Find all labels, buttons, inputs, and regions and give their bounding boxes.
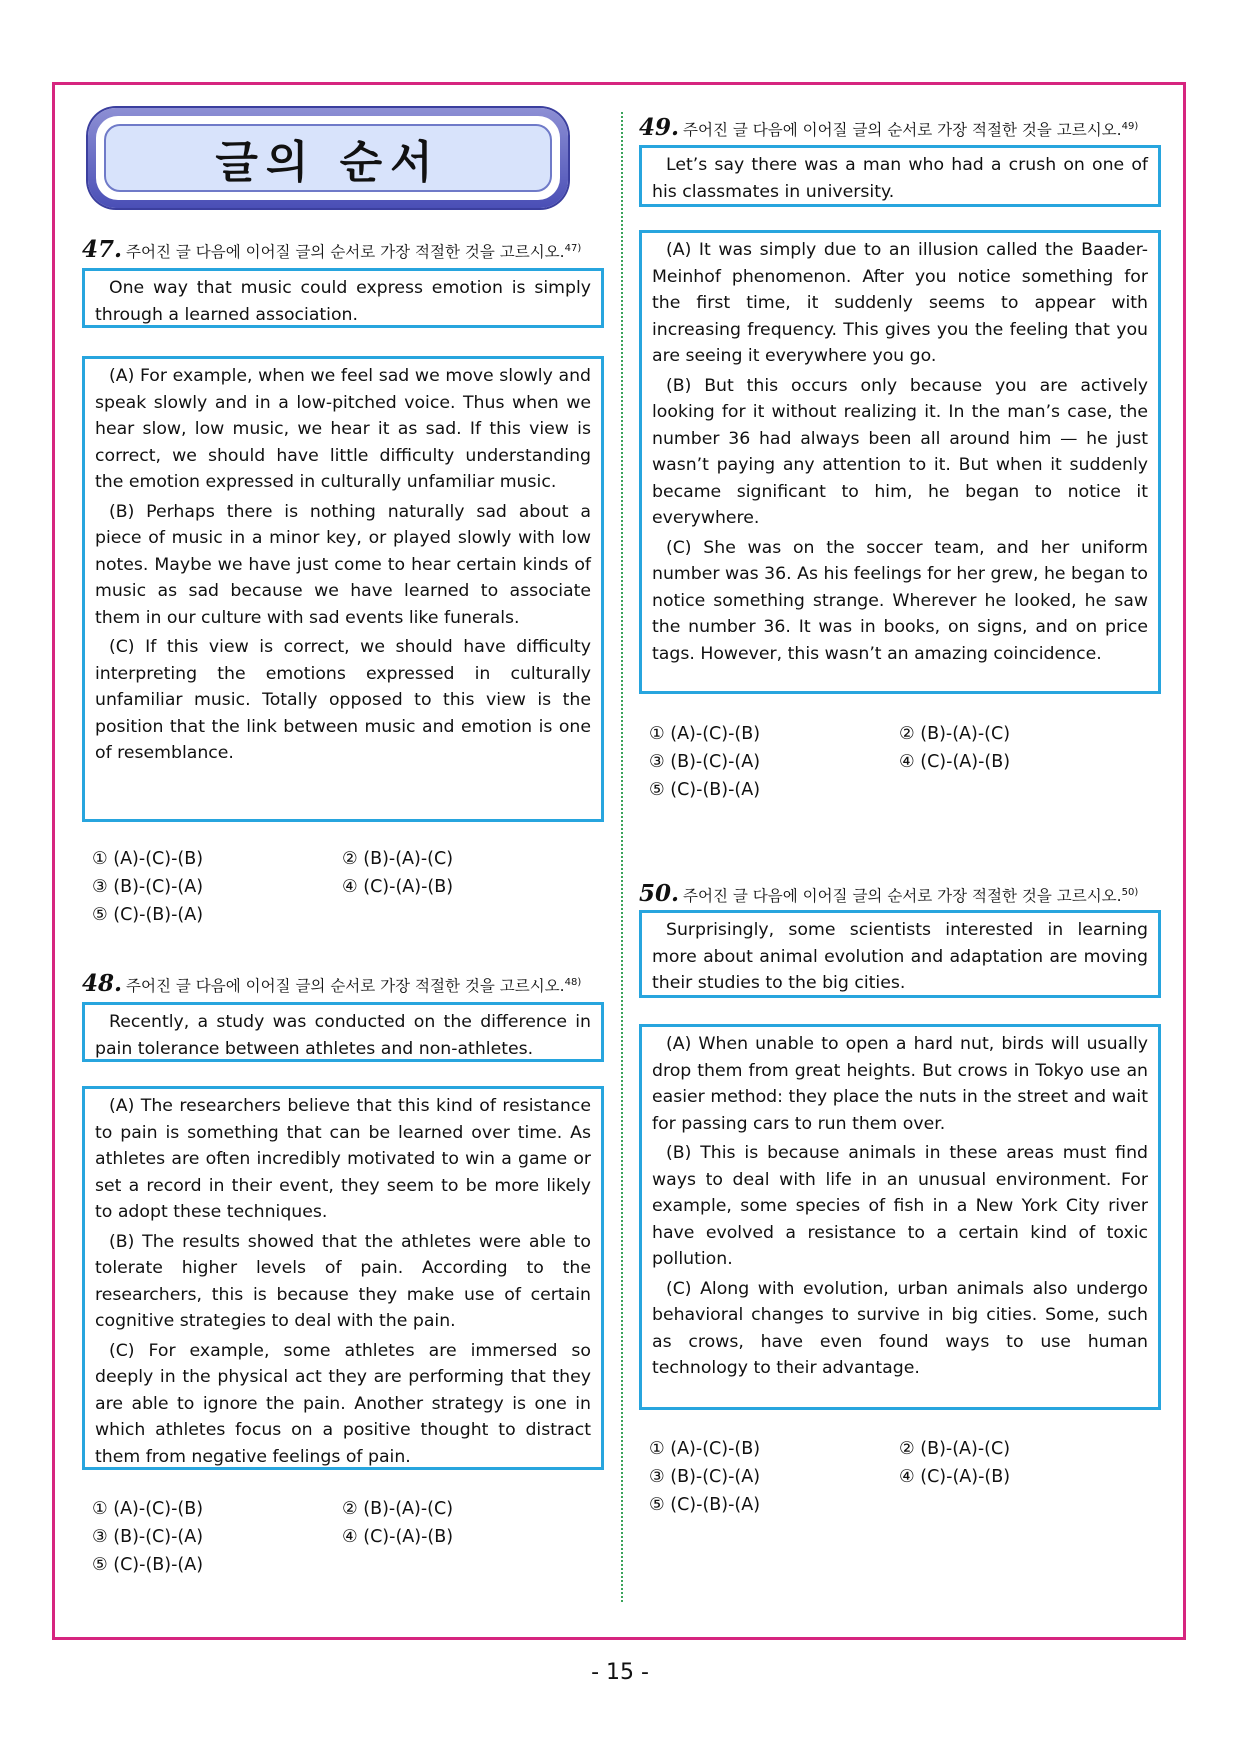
option-3[interactable]: ③ (B)-(C)-(A) [649, 752, 761, 772]
given-text: Let’s say there was a man who had a crush on one of his classmates in university. [652, 155, 1148, 202]
question-49-header [639, 114, 1138, 141]
option-5[interactable]: ⑤ (C)-(B)-(A) [92, 1555, 204, 1575]
option-1[interactable]: ① (A)-(C)-(B) [649, 1439, 761, 1459]
question-47-header [82, 236, 581, 263]
question-49-given-box [639, 145, 1161, 207]
question-47-given-box [82, 268, 604, 328]
paragraph-c: (C) Along with evolution, urban animals also undergo behavioral changes to survive in big cities. Some, such as crows, have even found ways to use human technology to their advantage. [652, 1278, 1148, 1378]
paragraph-c: (C) For example, some athletes are immersed so deeply in the physical act they are performing that they are able to ignore the pain. Another strategy is one in which athletes focus on a positive thought to distract them from negative feelings of pain. [95, 1340, 591, 1467]
section-banner [88, 108, 568, 208]
paragraph-b: (B) Perhaps there is nothing naturally sad about a piece of music in a minor key, or played slowly with low notes. Maybe we have just come to hear certain kinds of music as sad because we have learned to associate them in our culture with sad events like funerals. [95, 501, 591, 628]
question-48-given-box [82, 1002, 604, 1062]
option-1[interactable]: ① (A)-(C)-(B) [649, 724, 761, 744]
paragraph-b: (B) But this occurs only because you are actively looking for it without realizing it. In the man’s case, the number 36 had always been all around him — he just wasn’t paying any attention to it. But when it suddenly became significant to him, he began to notice it everywhere. [652, 375, 1148, 528]
question-50-passage-box [639, 1024, 1161, 1410]
option-2[interactable]: ② (B)-(A)-(C) [342, 849, 454, 869]
question-49-passage-box [639, 230, 1161, 694]
option-3[interactable]: ③ (B)-(C)-(A) [92, 1527, 204, 1547]
footnote-marker: 48) [564, 976, 582, 988]
paragraph-c: (C) She was on the soccer team, and her uniform number was 36. As his feelings for her grew, he began to notice something strange. Wherever he looked, he saw the number 36. It was in books, on signs, and on price tags. However, this wasn’t an amazing coincidence. [652, 537, 1148, 664]
option-5[interactable]: ⑤ (C)-(B)-(A) [92, 905, 204, 925]
question-47-passage-box [82, 356, 604, 822]
question-instruction: 주어진 글 다음에 이어질 글의 순서로 가장 적절한 것을 고르시오. [126, 243, 565, 261]
option-3[interactable]: ③ (B)-(C)-(A) [649, 1467, 761, 1487]
option-1[interactable]: ① (A)-(C)-(B) [92, 849, 204, 869]
question-50-given-box [639, 910, 1161, 998]
question-48-header [82, 970, 581, 997]
question-instruction: 주어진 글 다음에 이어질 글의 순서로 가장 적절한 것을 고르시오. [126, 977, 565, 995]
option-2[interactable]: ② (B)-(A)-(C) [899, 1439, 1011, 1459]
question-50-header [639, 880, 1138, 907]
question-number: 50. [639, 880, 680, 907]
question-instruction: 주어진 글 다음에 이어질 글의 순서로 가장 적절한 것을 고르시오. [683, 121, 1122, 139]
paragraph-b: (B) This is because animals in these areas must find ways to deal with life in an unusual environment. For example, some species of fish in a New York City river have evolved a resistance to a certain kind of toxic pollution. [652, 1143, 1148, 1269]
option-2[interactable]: ② (B)-(A)-(C) [342, 1499, 454, 1519]
option-2[interactable]: ② (B)-(A)-(C) [899, 724, 1011, 744]
option-4[interactable]: ④ (C)-(A)-(B) [899, 1467, 1011, 1487]
option-1[interactable]: ① (A)-(C)-(B) [92, 1499, 204, 1519]
given-text: One way that music could express emotion is simply through a learned association. [95, 278, 591, 325]
question-48-passage-box [82, 1086, 604, 1470]
given-text: Surprisingly, some scientists interested in learning more about animal evolution and adaptation are moving their studies to the big cities. [652, 920, 1148, 993]
option-4[interactable]: ④ (C)-(A)-(B) [342, 877, 454, 897]
question-number: 49. [639, 114, 680, 141]
option-5[interactable]: ⑤ (C)-(B)-(A) [649, 780, 761, 800]
page-number: - 15 - [591, 1660, 649, 1685]
option-4[interactable]: ④ (C)-(A)-(B) [899, 752, 1011, 772]
paragraph-a: (A) For example, when we feel sad we move slowly and speak slowly and in a low-pitched voice. Thus when we hear slow, low music, we hear it as sad. If this view is correct, we should have little difficulty understanding the emotion expressed in culturally unfamiliar music. [95, 366, 591, 492]
paragraph-a: (A) The researchers believe that this kind of resistance to pain is something that can be learned over time. As athletes are often incredibly motivated to win a game or set a record in their event, they seem to be more likely to adopt these techniques. [95, 1096, 591, 1222]
question-instruction: 주어진 글 다음에 이어질 글의 순서로 가장 적절한 것을 고르시오. [683, 887, 1122, 905]
given-text: Recently, a study was conducted on the difference in pain tolerance between athletes and non-athletes. [95, 1012, 591, 1059]
footnote-marker: 49) [1121, 120, 1139, 132]
question-number: 48. [82, 970, 123, 997]
paragraph-b: (B) The results showed that the athletes were able to tolerate higher levels of pain. According to the researchers, this is because they make use of certain cognitive strategies to deal with the pain. [95, 1231, 591, 1331]
column-divider [621, 112, 623, 1602]
paragraph-a: (A) It was simply due to an illusion called the Baader-Meinhof phenomenon. After you notice something for the first time, it suddenly seems to appear with increasing frequency. This gives you the feeling that you are seeing it everywhere you go. [652, 240, 1148, 366]
paragraph-c: (C) If this view is correct, we should have difficulty interpreting the emotions expressed in culturally unfamiliar music. Totally opposed to this view is the position that the link between music and emotion is one of resemblance. [95, 637, 591, 763]
option-4[interactable]: ④ (C)-(A)-(B) [342, 1527, 454, 1547]
option-5[interactable]: ⑤ (C)-(B)-(A) [649, 1495, 761, 1515]
footnote-marker: 50) [1121, 886, 1139, 898]
footnote-marker: 47) [564, 242, 582, 254]
paragraph-a: (A) When unable to open a hard nut, birds will usually drop them from great heights. But crows in Tokyo use an easier method: they place the nuts in the street and wait for passing cars to run them over. [652, 1034, 1148, 1134]
question-number: 47. [82, 236, 123, 263]
section-title: 글의 순서 [215, 137, 441, 188]
option-3[interactable]: ③ (B)-(C)-(A) [92, 877, 204, 897]
